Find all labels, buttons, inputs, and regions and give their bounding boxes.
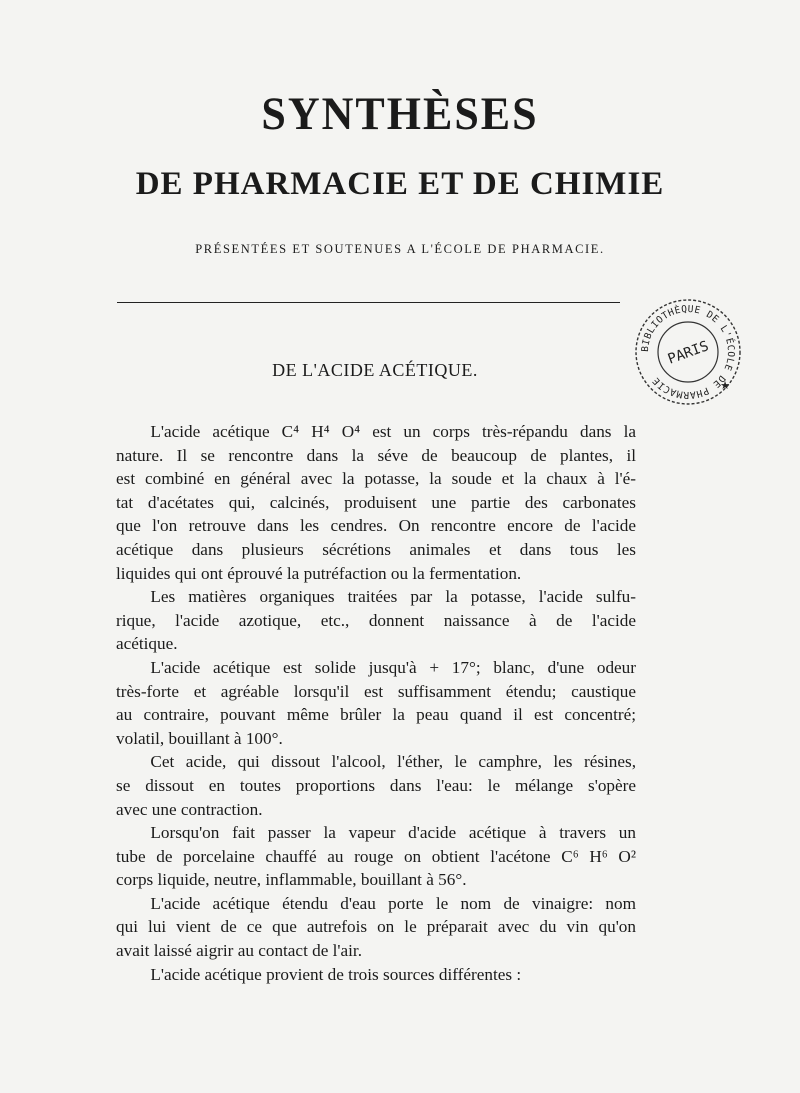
text-line: que l'on retrouve dans les cendres. On rencontre encore de l'acide xyxy=(116,516,636,536)
page-subtitle: DE PHARMACIE ET DE CHIMIE xyxy=(135,166,665,202)
stamp-center-text: PARIS xyxy=(665,338,711,368)
text-line: rique, l'acide azotique, etc., donnent naissance à de l'acide xyxy=(116,610,636,630)
text-line: L'acide acétique est solide jusqu'à + 17°; blanc, d'une odeur xyxy=(116,657,636,677)
horizontal-rule xyxy=(117,302,620,303)
text-line: se dissout en toutes proportions dans l'eau: le mélange s'opère xyxy=(116,775,636,795)
text-line: acétique. xyxy=(116,634,178,654)
text-line: tat d'acétates qui, calcinés, produisent une partie des carbonates xyxy=(116,492,636,512)
text-line: qui lui vient de ce que autrefois on le préparait avec du vin qu'on xyxy=(116,917,636,937)
stamp-star: ★ xyxy=(720,380,730,392)
presented-line: PRÉSENTÉES ET SOUTENUES A L'ÉCOLE DE PHARMACIE. xyxy=(195,242,605,256)
text-line: L'acide acétique provient de trois sources différentes : xyxy=(116,964,522,984)
text-line: est combiné en général avec la potasse, la soude et la chaux à l'é- xyxy=(116,469,636,489)
text-line: Lorsqu'on fait passer la vapeur d'acide acétique à travers un xyxy=(116,823,636,843)
page-title: SYNTHÈSES xyxy=(261,87,539,140)
text-line: corps liquide, neutre, inflammable, bouillant à 56°. xyxy=(116,870,467,890)
text-line: avait laissé aigrir au contact de l'air. xyxy=(116,941,363,961)
section-title: DE L'ACIDE ACÉTIQUE. xyxy=(272,360,478,380)
text-line: liquides qui ont éprouvé la putréfaction ou la fermentation. xyxy=(116,563,522,583)
text-line: volatil, bouillant à 100°. xyxy=(116,728,283,748)
stamp-arc-text: BIBLIOTHÈQUE DE L'ÉCOLE DE PHARMACIE xyxy=(639,303,737,401)
text-line: tube de porcelaine chauffé au rouge on obtient l'acétone C⁶ H⁶ O² xyxy=(116,846,636,866)
library-stamp xyxy=(633,297,743,407)
text-line: acétique dans plusieurs sécrétions animales et dans tous les xyxy=(116,539,636,559)
text-line: très-forte et agréable lorsqu'il est suffisamment étendu; caustique xyxy=(116,681,636,701)
text-line: L'acide acétique C⁴ H⁴ O⁴ est un corps très-répandu dans la xyxy=(116,422,636,441)
text-line: Les matières organiques traitées par la potasse, l'acide sulfu- xyxy=(116,587,636,607)
text-line: avec une contraction. xyxy=(116,799,263,819)
text-line: nature. Il se rencontre dans la séve de beaucoup de plantes, il xyxy=(116,445,636,465)
text-line: au contraire, pouvant même brûler la peau quand il est concentré; xyxy=(116,705,636,725)
text-line: Cet acide, qui dissout l'alcool, l'éther, le camphre, les résines, xyxy=(116,752,636,772)
text-line: L'acide acétique étendu d'eau porte le nom de vinaigre: nom xyxy=(116,893,636,913)
body-text xyxy=(116,420,636,986)
